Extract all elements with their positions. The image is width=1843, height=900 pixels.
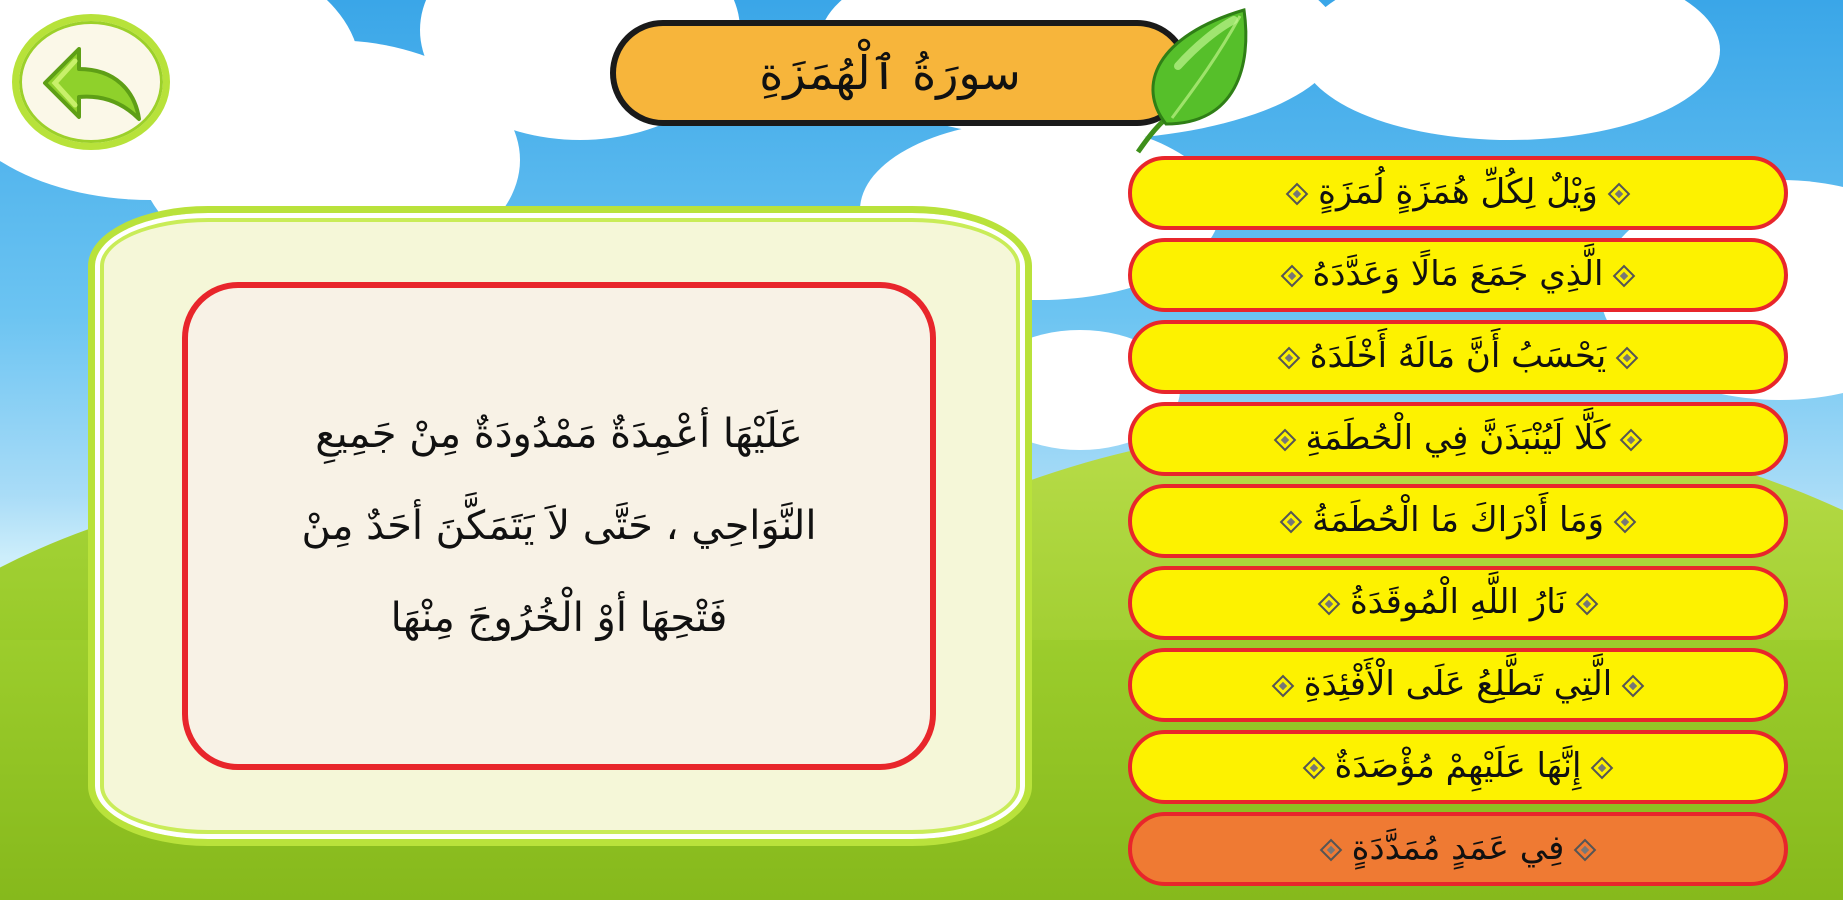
verse-ornament-icon xyxy=(1274,420,1296,460)
verse-text: الَّتِي تَطَّلِعُ عَلَى الْأَفْئِدَةِ xyxy=(1303,664,1613,705)
verse-button-7[interactable] xyxy=(1128,648,1788,722)
verse-button-2[interactable] xyxy=(1128,238,1788,312)
verse-button-6[interactable] xyxy=(1128,566,1788,640)
surah-title: سورَةُ ٱلْهُمَزَةِ xyxy=(759,46,1021,100)
verse-ornament-icon xyxy=(1622,666,1644,706)
explanation-panel xyxy=(182,282,936,770)
verse-ornament-icon xyxy=(1280,502,1302,542)
verse-ornament-icon xyxy=(1320,830,1342,870)
verse-ornament-icon xyxy=(1303,748,1325,788)
verse-ornament-icon xyxy=(1616,338,1638,378)
explanation-text: عَلَيْهَا أعْمِدَةٌ مَمْدُودَةٌ مِنْ جَمِيعِ النَّوَاحِي ، حَتَّى لاَ يَتَمَكَّنَ أحَدٌ مِنْ فَتْحِهَا أوْ الْخُرُوجَ مِنْهَا xyxy=(301,411,817,641)
verse-text: الَّذِي جَمَعَ مَالًا وَعَدَّدَهُ xyxy=(1312,254,1604,295)
verse-ornament-icon xyxy=(1613,256,1635,296)
verse-text: وَيْلٌ لِكُلِّ هُمَزَةٍ لُمَزَةٍ xyxy=(1318,172,1598,213)
verse-line xyxy=(1268,336,1649,378)
verse-ornament-icon xyxy=(1278,338,1300,378)
verse-ornament-icon xyxy=(1591,748,1613,788)
verse-line xyxy=(1310,828,1607,870)
back-button[interactable] xyxy=(12,14,170,150)
verse-ornament-icon xyxy=(1281,256,1303,296)
verse-ornament-icon xyxy=(1286,174,1308,214)
verse-text: إِنَّهَا عَلَيْهِمْ مُؤْصَدَةٌ xyxy=(1334,746,1582,787)
verse-ornament-icon xyxy=(1272,666,1294,706)
verse-text: وَمَا أَدْرَاكَ مَا الْحُطَمَةُ xyxy=(1312,500,1604,541)
verse-text: نَارُ اللَّهِ الْمُوقَدَةُ xyxy=(1349,582,1567,623)
verse-line xyxy=(1276,172,1640,214)
verse-line xyxy=(1271,254,1646,296)
verse-line xyxy=(1264,418,1653,460)
cloud xyxy=(1300,0,1720,140)
verse-line xyxy=(1262,664,1654,706)
verse-button-4[interactable] xyxy=(1128,402,1788,476)
leaf-icon xyxy=(1126,6,1256,156)
verse-button-1[interactable] xyxy=(1128,156,1788,230)
verse-button-5[interactable] xyxy=(1128,484,1788,558)
verse-ornament-icon xyxy=(1620,420,1642,460)
verse-ornament-icon xyxy=(1576,584,1598,624)
verse-ornament-icon xyxy=(1614,502,1636,542)
verse-button-9[interactable] xyxy=(1128,812,1788,886)
back-arrow-icon xyxy=(39,43,145,129)
verse-ornament-icon xyxy=(1574,830,1596,870)
verse-button-8[interactable] xyxy=(1128,730,1788,804)
surah-title-banner xyxy=(610,20,1190,126)
verse-text: كَلَّا لَيُنْبَذَنَّ فِي الْحُطَمَةِ xyxy=(1305,418,1611,459)
verse-ornament-icon xyxy=(1608,174,1630,214)
verse-button-3[interactable] xyxy=(1128,320,1788,394)
verse-line xyxy=(1270,500,1646,542)
verse-text: يَحْسَبُ أَنَّ مَالَهُ أَخْلَدَهُ xyxy=(1309,336,1607,377)
verse-line xyxy=(1293,746,1624,788)
verse-text: فِي عَمَدٍ مُمَدَّدَةٍ xyxy=(1351,828,1565,869)
verse-ornament-icon xyxy=(1318,584,1340,624)
verse-list xyxy=(1128,156,1788,894)
verse-line xyxy=(1308,582,1608,624)
